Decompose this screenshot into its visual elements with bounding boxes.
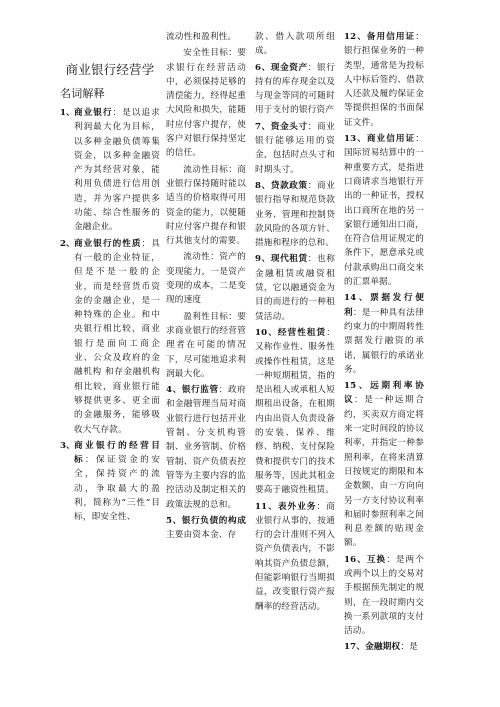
term-definition: ：具有一般的企业特征，但是不是一般的企业，而是经营货币资金的金融企业，是一种特殊的企业。和中央银行相比较，商业银行是面向工商企业、公众及政府的金融机构 和存金融机构相比较，商业银行能够提供更多、更全面的金融服务，能够吸收大气存款。 [74,238,160,435]
term-number: 13、 [344,134,367,145]
term-name: 贷款政策 [270,180,308,191]
term-item [60,237,160,437]
term-definition: ：是一种远期合约，买卖双方商定将来一定时间段的协议利率，并指定一种参照利率，在将来清算日按规定的期限和本金数额，由一方向向另一方支付协议利率和届时参照利率之间利息差额的贴现金额。 [344,395,424,549]
term-name: 金融期权 [365,642,401,653]
term-item [255,326,335,498]
section-title: 名词解释 [60,87,105,100]
term-number: 5、 [166,515,182,526]
term-item [166,383,246,512]
term-definition: ：是 [400,642,418,653]
term-number: 10、 [255,327,278,338]
term-number: 17、 [344,642,366,653]
term-definition: ：银行持有的库存现金以及与现金等同的可随时用于支付的银行资产 [255,62,335,116]
term-definition: ：是一种具有法律约束力的中期周转性票据发行融资的承诺，属银行的承诺业务。 [344,307,424,375]
term-item [255,61,335,118]
term-item [60,106,160,235]
term-number: 11、 [255,501,278,512]
term-number: 3、 [60,440,75,451]
term-name: 远期利率协议 [344,381,424,406]
term-name: 经营性租赁 [277,327,327,338]
term-number: 2、 [60,238,75,249]
term-item [344,553,424,639]
term-number: 1、 [60,108,75,118]
term-definition: ：商业银行从事的，按通行的会计准则不列入资产负债表内，不影响其资产负债总额，但能影响银行当期损益，改变银行资产报酬率的经营活动。 [255,501,335,612]
column-4 [344,30,424,657]
term-name: 银行监管 [181,385,219,396]
term-name: 商业银行的经营目标 [74,440,160,466]
paragraph: 流动性目标：商业银行保持随时能以适当的价格取得可用资金的能力，以便随时应付客户提存和银行其他支付的需要。 [166,164,246,247]
term-item [344,379,424,551]
term-definition: ：也称金融租赁或融资租赁，它以融通资金为目的而进行的一种租赁活动。 [255,254,335,322]
document-title: 商业银行经营学 [65,62,155,77]
column-3 [255,30,335,616]
term-item [60,439,160,525]
continued-text: 款、借入款项所组成。 [255,32,335,57]
term-definition: ：又称作业性、服务性或操作性租赁，这是一种短期租赁，指的是出租人或承租人短期租出设备，在租期内由出资人负责设备的安装、保养、维修、纳税、支付保险费和提供专门的技术服务等，因此其租金要高于融资性租赁。 [255,327,335,496]
term-item [344,640,424,654]
term-number: 9、 [255,254,271,265]
term-item [344,291,424,377]
paragraph: 安全性目标：要求银行在经营活动中，必须保持足够的清偿能力，经得起重大风险和损失，能随时应付客户提存，使客户对银行保持坚定的信任。 [166,48,246,159]
term-name: 备用信用证 [366,32,416,42]
term-name: 表外业务 [277,501,317,512]
term-definition: ：国际贸易结算中的一种重要方式，是指进口商请求当地银行开出的一种证书，授权出口商所在地的另一家银行通知出口商，在符合信用证规定的条件下，愿意承兑或付款承购出口商交来的汇票单据。 [344,134,424,288]
term-name: 票据发行便利 [344,293,424,318]
term-number: 6、 [255,62,271,73]
term-item [255,179,335,250]
term-definition: ：银行担保业务的一种类型，通常是为投标人中标后签约、借款人还款及履约保证金等提供担保的书面保证文件。 [344,32,424,128]
term-name: 互换 [366,554,387,565]
term-item [344,132,424,289]
term-item [255,252,335,323]
term-definition: ：是两个或两个以上的交易对手根据预先制定的规则，在一段时期内交换一系列款项的支付活动。 [344,554,424,637]
paragraph: 流动性：资产的变现能力，一是资产变现的成本，二是变现的速度 [166,252,246,306]
term-name: 银行负债的构成 [181,515,246,526]
term-number: 4、 [166,385,182,396]
term-item [344,30,424,130]
term-name: 资金头寸 [270,121,308,132]
term-name: 现金资产 [270,62,308,73]
term-number: 16、 [344,554,367,565]
continued-text: 流动性和盈利性。 [166,32,237,42]
column-2 [166,30,246,544]
term-number: 7、 [255,121,271,132]
term-definition: ：是以追求利润最大化为目标，以多种金融负债筹集资金，以多种金融资产为其经营对象，能利用负债进行信用创造，并为客户提供多功能、综合性服务的金融企业。 [74,108,160,233]
term-number: 8、 [255,180,271,191]
column-1 [60,30,160,527]
term-definition: ：保证资金的安全，保持资产的流动，争取最大的盈利，简称为“三性”目标，即安全性、 [74,455,160,523]
term-item [255,120,335,177]
term-name: 商业银行 [74,108,113,118]
term-number: 15、 [344,381,371,392]
term-definition: 主要由资本金、存 [166,530,237,541]
term-name: 商业信用证 [366,134,416,145]
term-number: 12、 [344,32,367,42]
term-name: 现代租赁 [270,254,308,265]
term-definition: ：商业银行能够运用的资金，包括时点头寸和时期头寸。 [255,121,335,175]
term-item [255,500,335,614]
term-number: 14、 [344,293,371,304]
term-definition: ：商业银行指导和规范贷款业务、管理和控制贷款风险的各项方针、措施和程序的总和。 [255,180,335,249]
term-item [166,514,246,543]
term-definition: ：政府和金融管理当局对商业银行进行包括开业管制、分支机构管制、业务管制、价格管制、资产负债表控管等为主要内容的监控活动及制定相关的政策法规的总和。 [166,385,246,510]
term-name: 商业银行的性质 [74,238,142,249]
paragraph: 盈利性目标：要求商业银行的经营管理者在可能的情况下，尽可能地追求利润最大化。 [166,311,246,379]
